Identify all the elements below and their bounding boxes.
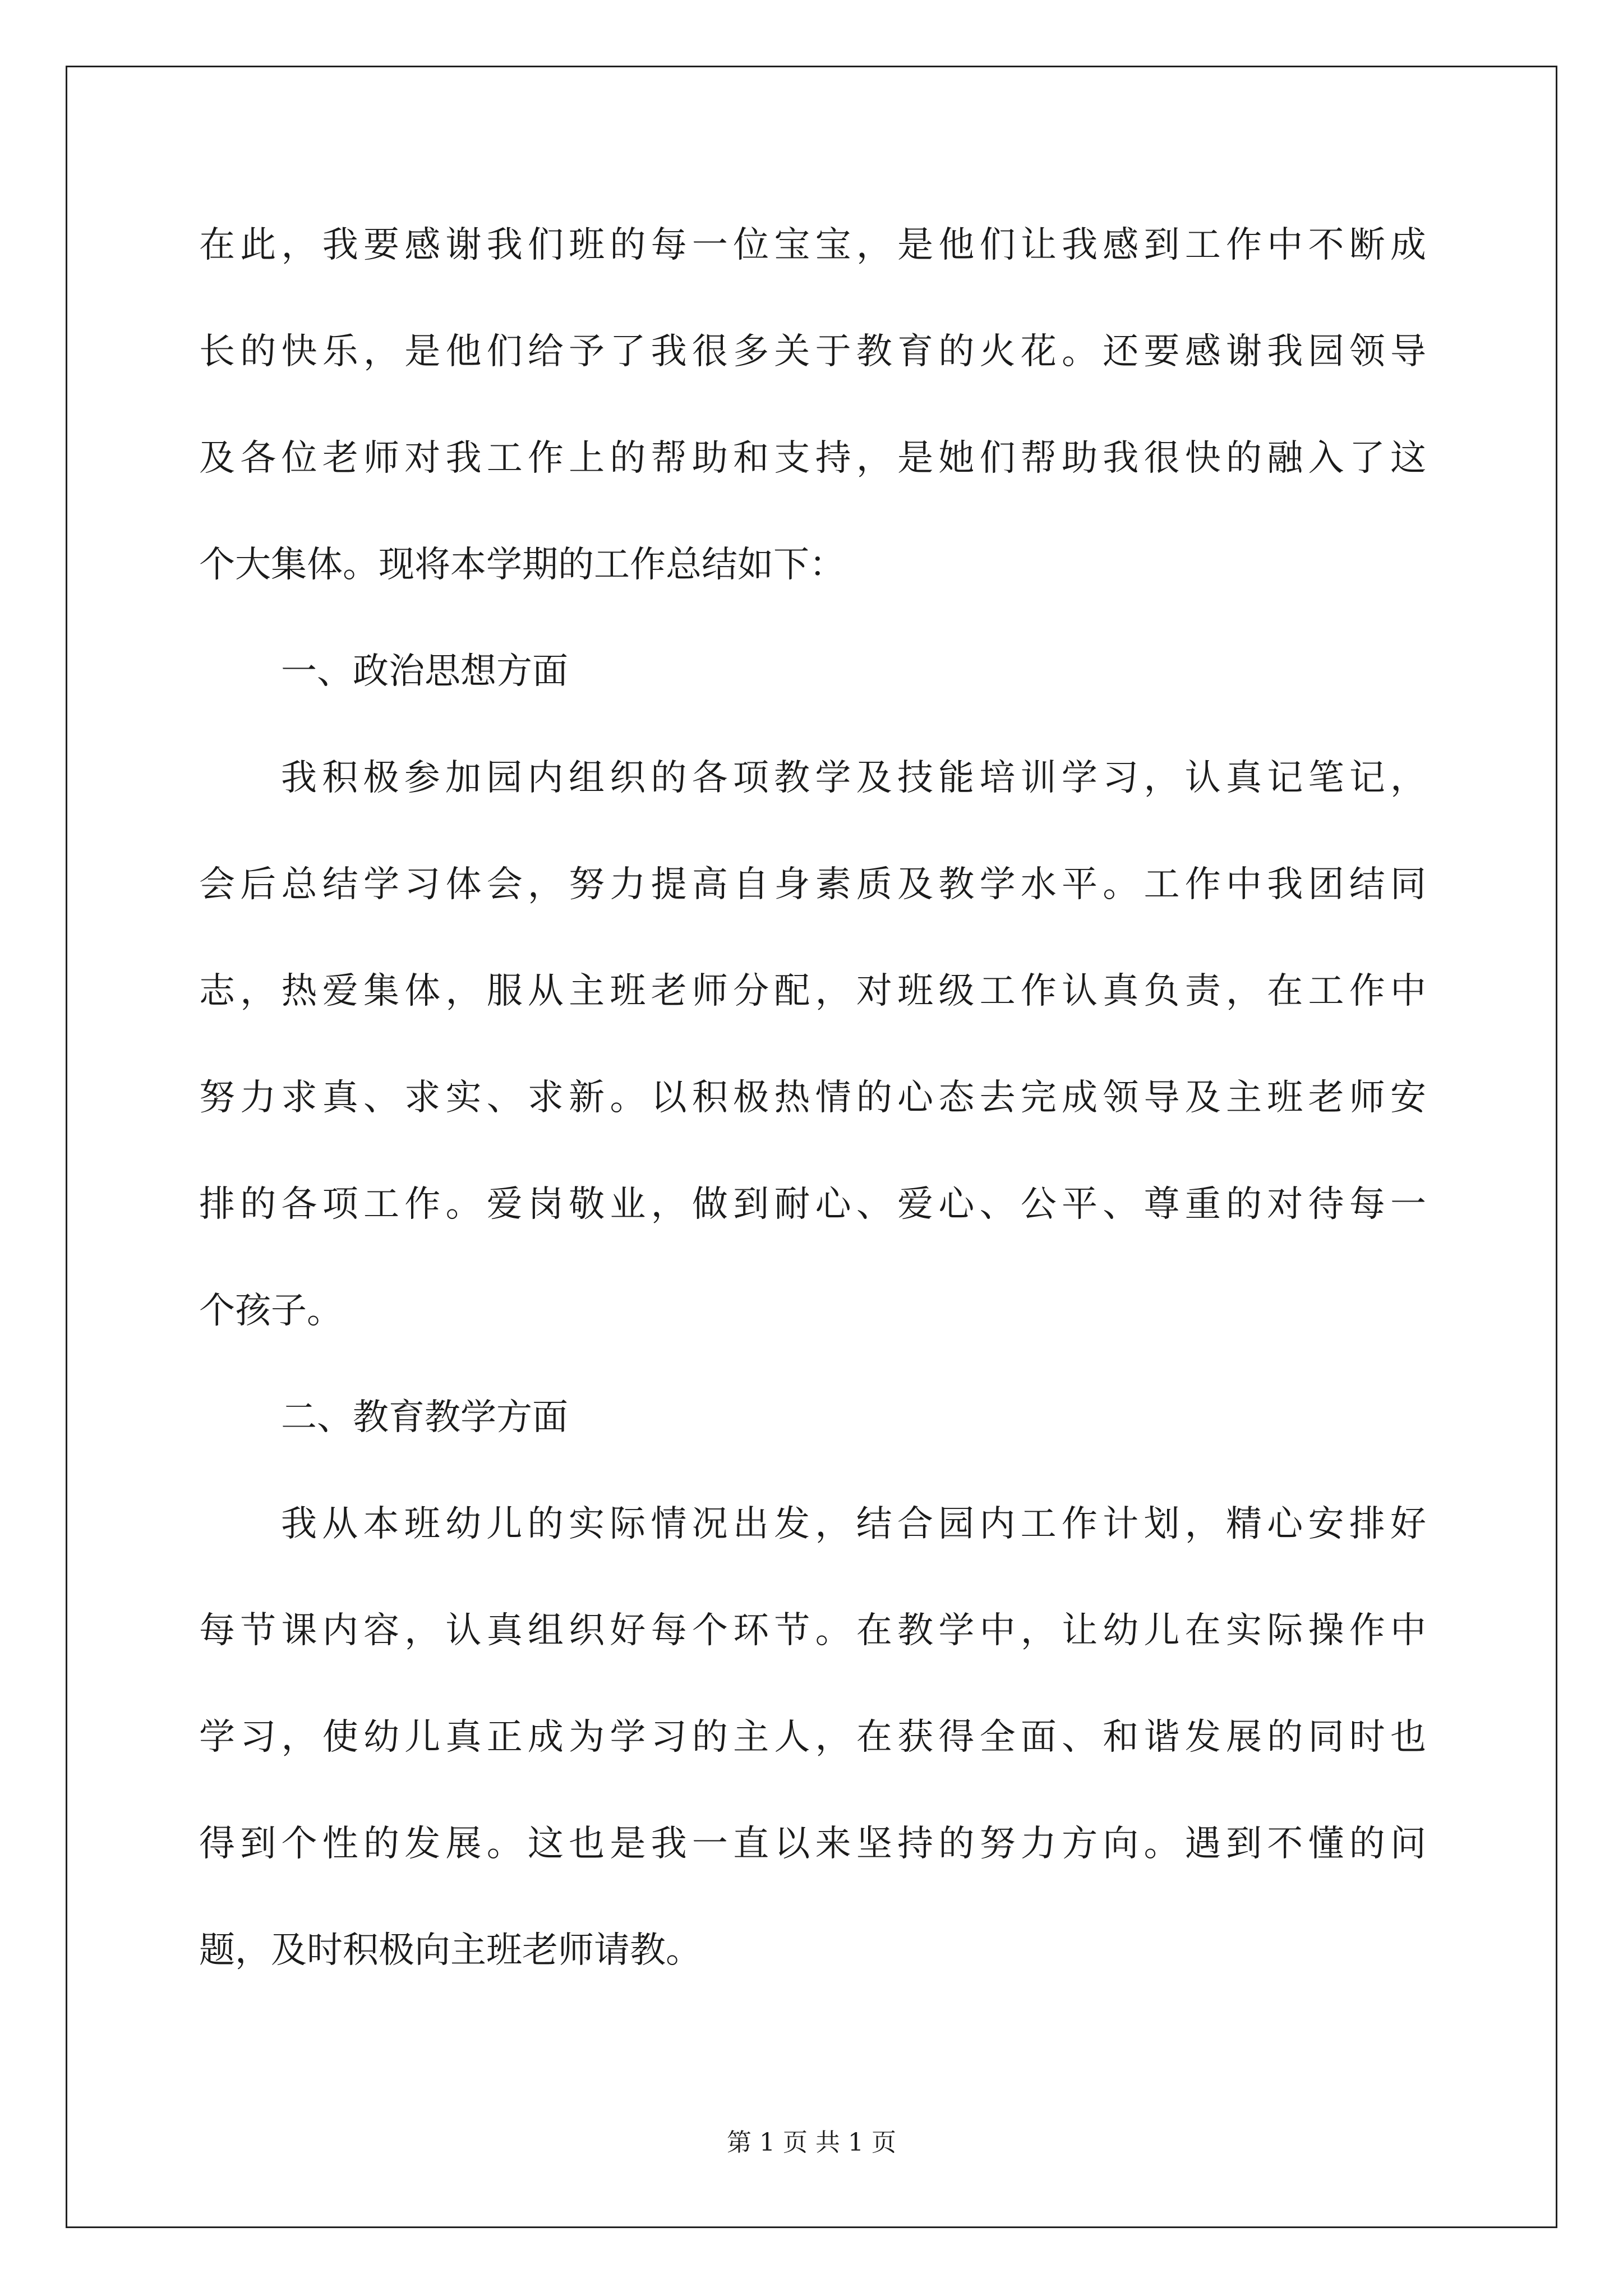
paragraph-line: 我积极参加园内组织的各项教学及技能培训学习，认真记笔记， [281,757,1426,799]
paragraph-line: 我从本班幼儿的实际情况出发，结合园内工作计划，精心安排好 [281,1503,1426,1545]
paragraph-line: 在此，我要感谢我们班的每一位宝宝，是他们让我感到工作中不断成 [199,224,1426,266]
paragraph-line: 个孩子。 [199,1290,343,1332]
paragraph-line: 志，热爱集体，服从主班老师分配，对班级工作认真负责，在工作中 [199,970,1426,1012]
paragraph-line: 个大集体。现将本学期的工作总结如下： [199,544,845,586]
paragraph-line: 每节课内容，认真组织好每个环节。在教学中，让幼儿在实际操作中 [199,1610,1426,1651]
paragraph-line: 学习，使幼儿真正成为学习的主人，在获得全面、和谐发展的同时也 [199,1717,1426,1758]
section-heading: 一、政治思想方面 [281,651,568,692]
paragraph-line: 及各位老师对我工作上的帮助和支持，是她们帮助我很快的融入了这 [199,438,1426,479]
section-heading: 二、教育教学方面 [281,1397,568,1438]
paragraph-line: 得到个性的发展。这也是我一直以来坚持的努力方向。遇到不懂的问 [199,1823,1426,1865]
paragraph-line: 题，及时积极向主班老师请教。 [199,1930,702,1971]
paragraph-line: 排的各项工作。爱岗敬业，做到耐心、爱心、公平、尊重的对待每一 [199,1184,1426,1225]
paragraph-line: 努力求真、求实、求新。以积极热情的心态去完成领导及主班老师安 [199,1077,1426,1119]
paragraph-line: 长的快乐，是他们给予了我很多关于教育的火花。还要感谢我园领导 [199,331,1426,372]
page-footer: 第 1 页 共 1 页 [727,2128,896,2157]
paragraph-line: 会后总结学习体会，努力提高自身素质及教学水平。工作中我团结同 [199,864,1426,905]
document-body [199,209,1426,2021]
